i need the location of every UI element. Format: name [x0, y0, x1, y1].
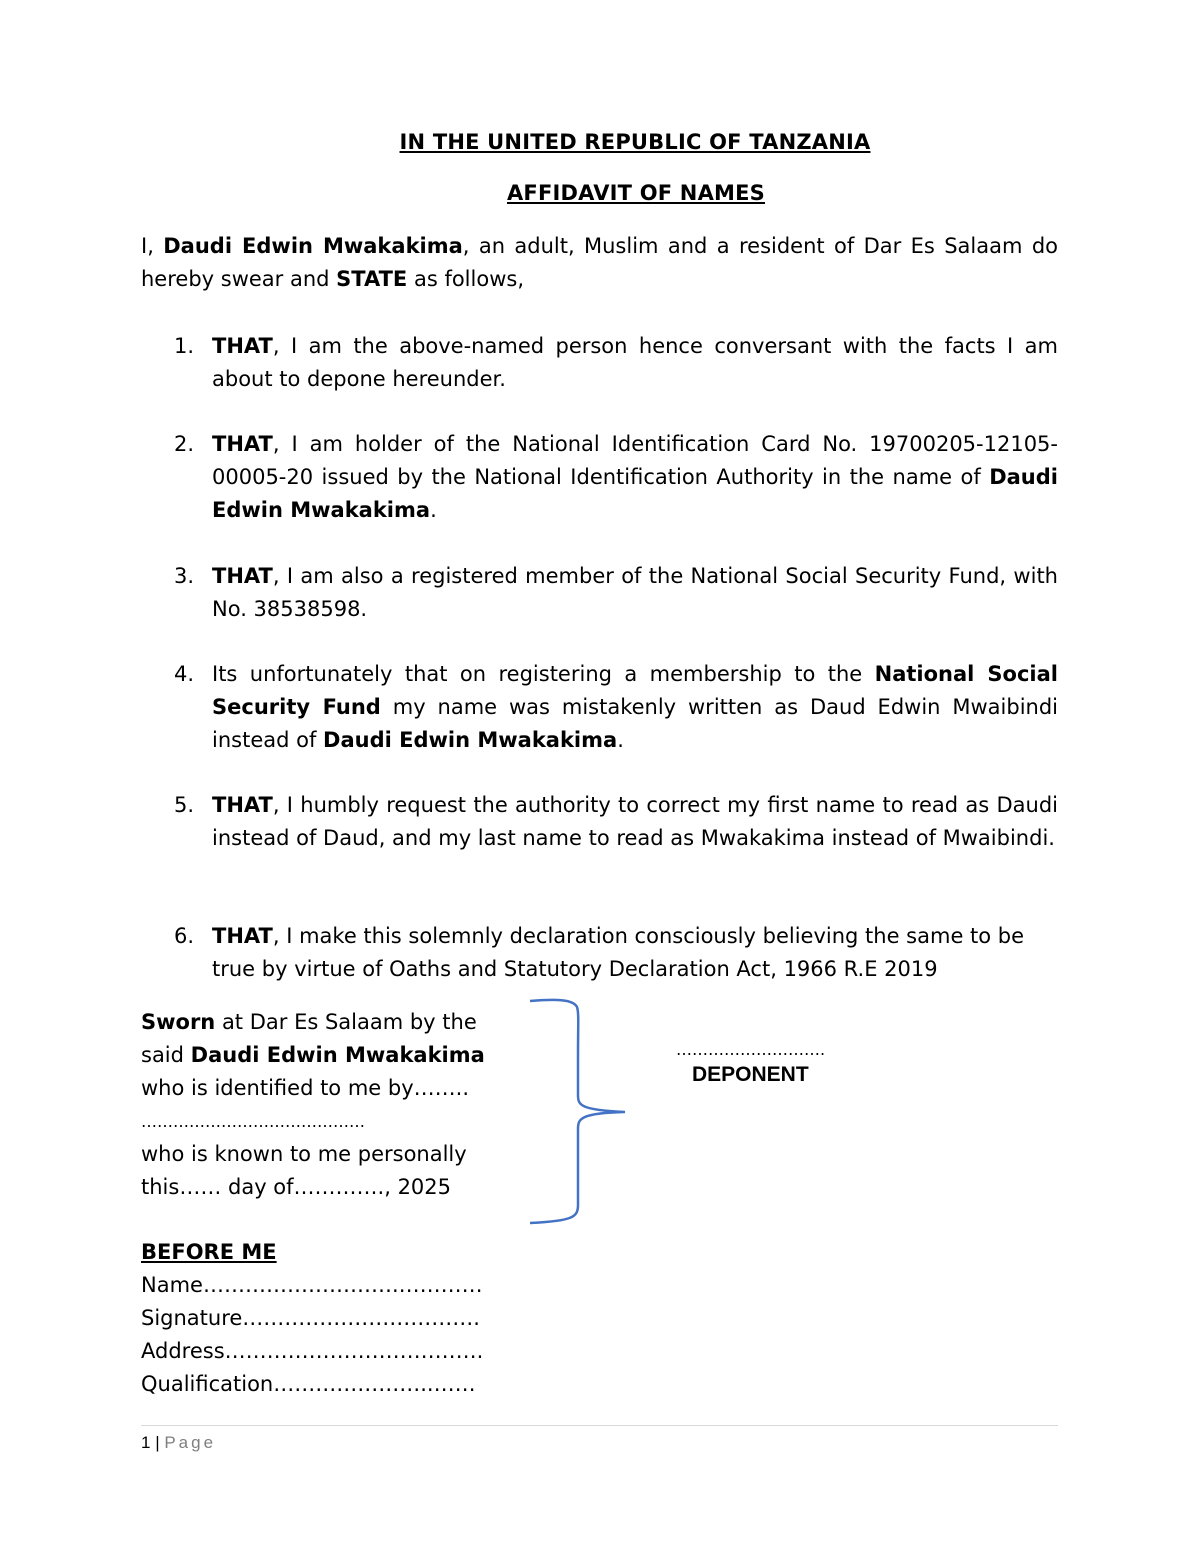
page-footer — [141, 1433, 216, 1453]
item-text — [212, 560, 1058, 626]
jurat-line: who is identified to me by…….. — [141, 1076, 469, 1100]
intro-state: STATE — [336, 267, 408, 291]
commissioner-name-field: Name……………………….………… — [141, 1273, 483, 1297]
item-number: 3. — [174, 564, 195, 588]
page-word: Page — [164, 1433, 217, 1452]
before-me-heading: BEFORE ME — [141, 1240, 277, 1264]
before-me-block — [141, 1236, 483, 1401]
page-number: 1 — [141, 1433, 151, 1452]
item-lead: THAT — [212, 432, 273, 456]
item-number: 4. — [174, 662, 195, 686]
intro-suffix: as follows, — [407, 267, 524, 291]
jurat-line: who is known to me personally — [141, 1142, 467, 1166]
jurat-name: Daudi Edwin Mwakakima — [190, 1043, 485, 1067]
jurat-line: …………………………………… — [141, 1112, 365, 1131]
item-text — [212, 658, 1058, 757]
brace-path — [530, 1000, 625, 1223]
list-item — [174, 330, 1058, 396]
commissioner-qualification-field: Qualification…………………..…… — [141, 1372, 476, 1396]
item-end: . — [430, 498, 437, 522]
deponent-signature-block — [676, 1040, 856, 1087]
sworn-word: Sworn — [141, 1010, 216, 1034]
jurat-block — [141, 1006, 511, 1204]
list-item — [174, 658, 1058, 757]
list-item — [174, 560, 1058, 626]
commissioner-signature-field: Signature……………………………. — [141, 1306, 480, 1330]
item-body-mid: my name was mistakenly written as Daud Edwin Mwaibindi instead of — [212, 695, 1059, 752]
item-text — [212, 920, 1058, 986]
jurat-line: this…… day of…………., 2025 — [141, 1175, 452, 1199]
intro-middle: , an adult, Muslim and a resident of Dar Es Salaam do hereby swear and — [141, 234, 1059, 291]
item-body: , I am the above-named person hence conversant with the facts I am about to depone hereunder. — [212, 334, 1058, 391]
item-end: . — [617, 728, 624, 752]
curly-brace — [525, 995, 635, 1227]
deponent-name: Daudi Edwin Mwakakima — [163, 234, 463, 258]
item-number: 6. — [174, 924, 195, 948]
item-body: , I am also a registered member of the National Social Security Fund, with No. 38538598. — [212, 564, 1058, 621]
country-heading: IN THE UNITED REPUBLIC OF TANZANIA — [399, 130, 871, 154]
signature-line: ………………………. — [676, 1040, 826, 1059]
item-body: Its unfortunately that on registering a membership to the — [212, 662, 875, 686]
item-text — [212, 330, 1058, 396]
item-body: , I am holder of the National Identification Card No. 19700205-12105-00005-20 issued by the National Identification Authority in the name of — [212, 432, 1058, 489]
item-lead: THAT — [212, 564, 273, 588]
intro-prefix: I, — [141, 234, 164, 258]
jurat-text: said — [141, 1043, 191, 1067]
jurat-line — [141, 1006, 511, 1039]
item-body: , I make this solemnly declaration consciously believing the same to be true by virtue of Oaths and Statutory Declaration Act, 1966 R.E 2019 — [212, 924, 1025, 981]
item-lead: THAT — [212, 924, 273, 948]
list-item — [174, 428, 1058, 527]
item-number: 5. — [174, 793, 195, 817]
item-bold-name: Daudi Edwin Mwakakima — [323, 728, 618, 752]
item-lead: THAT — [212, 793, 273, 817]
item-text — [212, 789, 1058, 855]
deponent-label: DEPONENT — [692, 1063, 809, 1086]
list-item — [174, 789, 1058, 855]
commissioner-address-field: Address………………………………. — [141, 1339, 484, 1363]
list-item — [174, 920, 1058, 986]
item-text — [212, 428, 1058, 527]
footer-divider — [141, 1425, 1058, 1426]
item-number: 1. — [174, 334, 195, 358]
item-number: 2. — [174, 432, 195, 456]
item-body: , I humbly request the authority to correct my first name to read as Daudi instead of Daud, and my last name to read as Mwakakima instead of Mwaibindi. — [212, 793, 1058, 850]
item-bold-fund: National Social Security Fund — [212, 662, 1058, 719]
intro-paragraph — [141, 230, 1058, 296]
item-bold-name: Daudi Edwin Mwakakima — [212, 465, 1058, 522]
footer-separator: | — [150, 1433, 165, 1452]
item-lead: THAT — [212, 334, 273, 358]
jurat-text: at Dar Es Salaam by the — [215, 1010, 477, 1034]
jurat-line — [141, 1039, 511, 1072]
document-title: AFFIDAVIT OF NAMES — [506, 181, 766, 205]
